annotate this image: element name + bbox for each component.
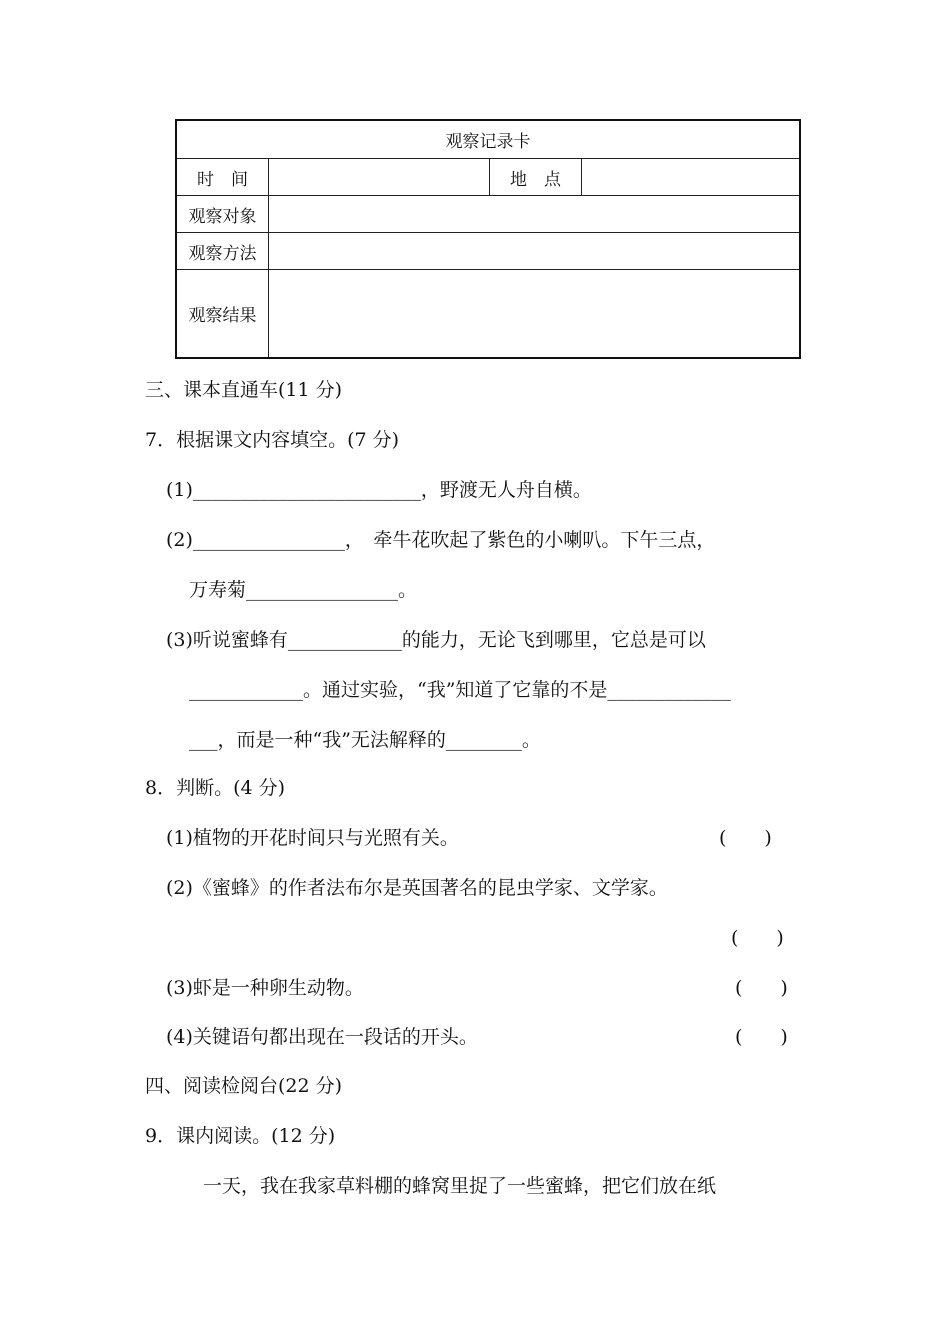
card-title: 观察记录卡 bbox=[176, 120, 800, 159]
section-4-heading: 四、阅读检阅台(22 分) bbox=[145, 1075, 343, 1097]
time-value-cell[interactable] bbox=[269, 159, 490, 196]
q7-item-2-line-1: (2)________________， 牵牛花吹起了紫色的小喇叭。下午三点， bbox=[166, 529, 716, 551]
object-value-cell[interactable] bbox=[269, 196, 801, 233]
q8-heading: 8．判断。(4 分) bbox=[145, 777, 286, 799]
q7-heading: 7．根据课文内容填空。(7 分) bbox=[145, 429, 400, 451]
method-label: 观察方法 bbox=[176, 233, 269, 270]
q7-item-3-line-2: ____________。通过实验，“我”知道了它靠的不是_____________ bbox=[189, 679, 731, 701]
place-value-cell[interactable] bbox=[582, 159, 801, 196]
result-label: 观察结果 bbox=[176, 270, 269, 359]
q7-item-2-line-2: 万寿菊________________。 bbox=[189, 579, 418, 601]
q8-item-3: (3)虾是一种卵生动物。 bbox=[166, 977, 364, 999]
result-value-cell[interactable] bbox=[269, 270, 801, 359]
q7-item-3-line-3: ___，而是一种“我”无法解释的________。 bbox=[189, 729, 541, 751]
q9-passage-line-1: 一天，我在我家草料棚的蜂窝里捉了一些蜜蜂，把它们放在纸 bbox=[203, 1175, 717, 1197]
time-label: 时 间 bbox=[176, 159, 269, 196]
section-3-heading: 三、课本直通车(11 分) bbox=[145, 379, 343, 401]
q8-item-2: (2)《蜜蜂》的作者法布尔是英国著名的昆虫学家、文学家。 bbox=[166, 877, 668, 899]
q8-item-1: (1)植物的开花时间只与光照有关。 bbox=[166, 827, 459, 849]
q8-item-2-answer-bracket[interactable]: ( ) bbox=[731, 927, 784, 949]
q7-item-1: (1)________________________，野渡无人舟自横。 bbox=[166, 479, 592, 501]
q8-item-3-answer-bracket[interactable]: ( ) bbox=[735, 977, 788, 999]
method-value-cell[interactable] bbox=[269, 233, 801, 270]
q8-item-4: (4)关键语句都出现在一段话的开头。 bbox=[166, 1026, 478, 1048]
q8-item-4-answer-bracket[interactable]: ( ) bbox=[735, 1026, 788, 1048]
q8-item-1-answer-bracket[interactable]: ( ) bbox=[719, 827, 772, 849]
q9-heading: 9．课内阅读。(12 分) bbox=[145, 1125, 336, 1147]
place-label: 地 点 bbox=[490, 159, 582, 196]
observation-record-card bbox=[175, 119, 801, 359]
object-label: 观察对象 bbox=[176, 196, 269, 233]
q7-item-3-line-1: (3)听说蜜蜂有____________的能力，无论飞到哪里，它总是可以 bbox=[166, 629, 706, 651]
